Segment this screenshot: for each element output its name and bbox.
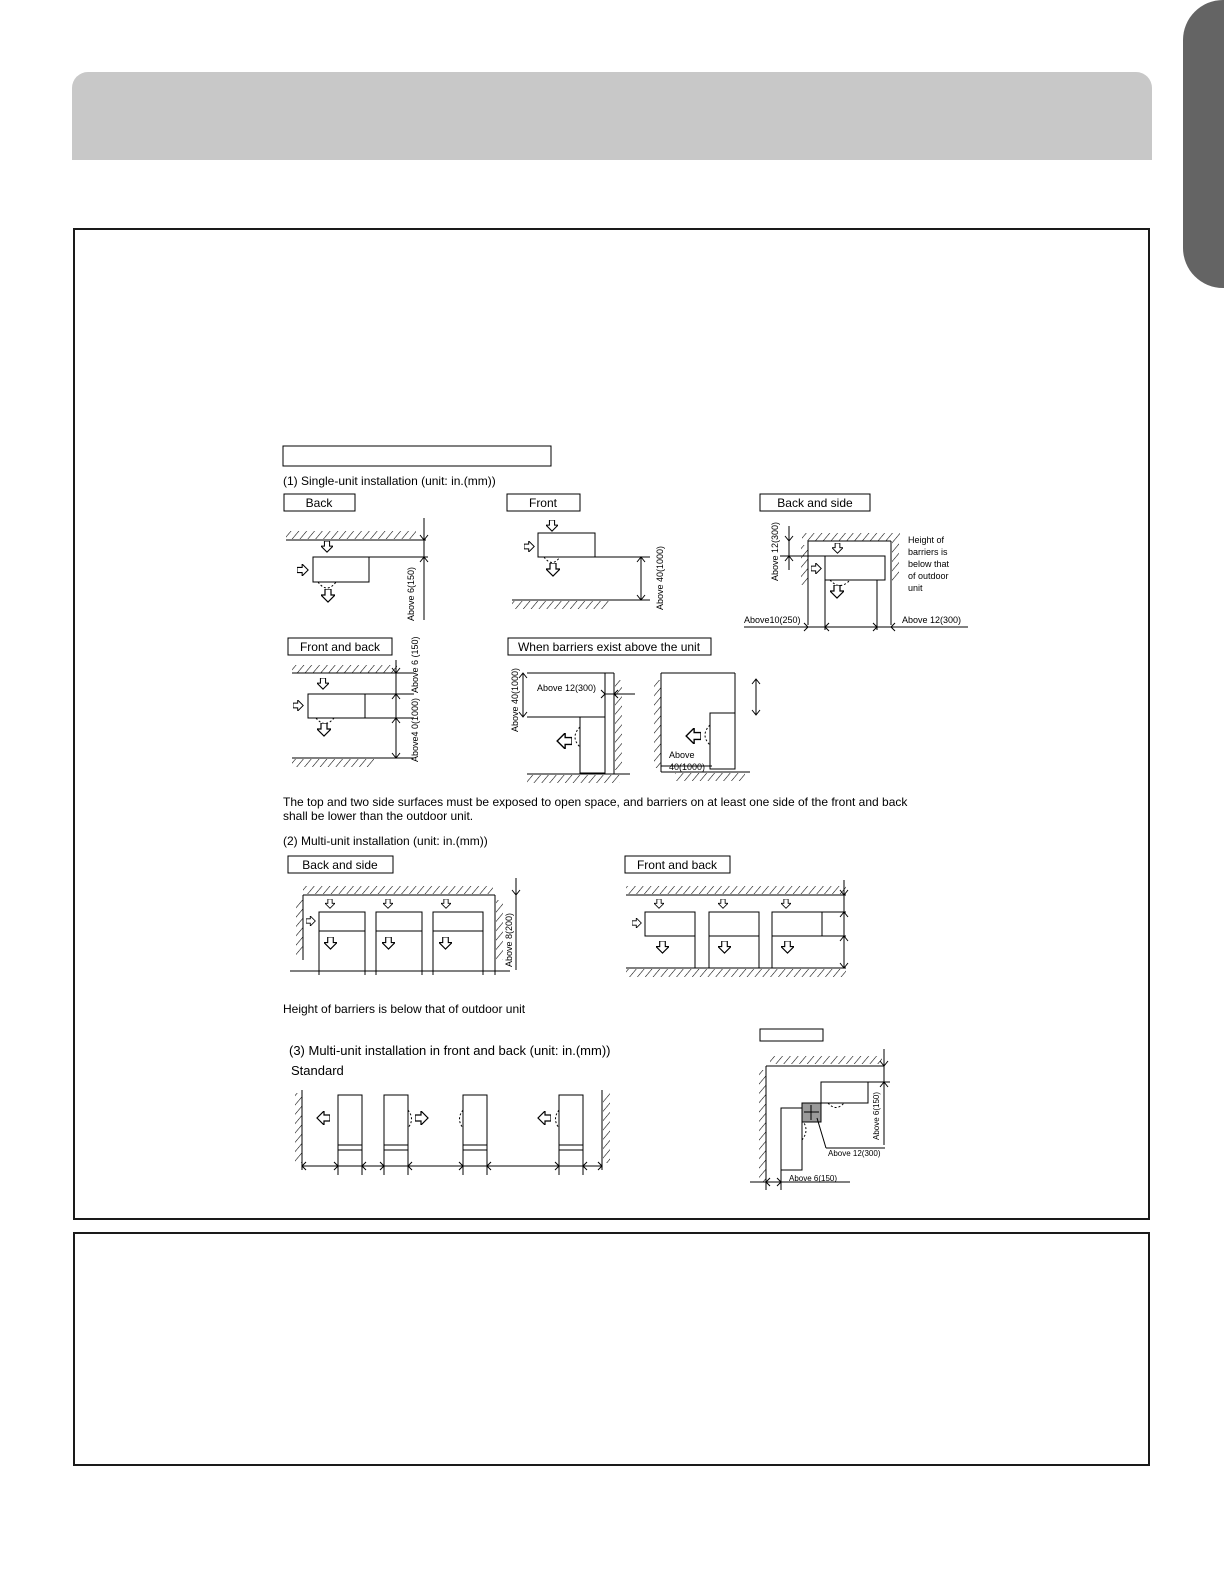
open-space-note-line1: The top and two side surfaces must be exposed to open space, and barriers on at least one side of the front and back xyxy=(283,795,908,809)
airflow-arrow-icon xyxy=(317,1111,330,1125)
diagram-multi-back-side xyxy=(290,878,520,975)
multi-back-side-dim: Above 8(200) xyxy=(504,912,514,967)
back-label: Back xyxy=(305,496,333,510)
corner-dim-v: Above 6(150) xyxy=(872,1091,881,1140)
airflow-arrow-icon xyxy=(781,941,794,953)
diagram-front-back xyxy=(292,660,414,767)
airflow-arrow-icon xyxy=(832,543,843,553)
airflow-arrow-icon xyxy=(317,678,329,689)
barriers-above-label: When barriers exist above the unit xyxy=(517,640,701,654)
airflow-arrow-icon xyxy=(524,541,534,552)
back-side-dim-top: Above 12(300) xyxy=(770,521,780,581)
airflow-arrow-icon xyxy=(811,563,821,574)
diagram-standard-row xyxy=(295,1090,610,1175)
back-side-note-4: of outdoor xyxy=(908,571,949,581)
barriers-dim-v: Above 40(1000) xyxy=(510,667,520,732)
airflow-arrow-icon xyxy=(317,723,331,736)
multi-unit-title: (2) Multi-unit installation (unit: in.(mm)) xyxy=(283,834,488,848)
barrier-height-note: Height of barriers is below that of outdoor unit xyxy=(283,1002,526,1016)
airflow-arrow-icon xyxy=(325,899,335,908)
corner-dim-b: Above 6(150) xyxy=(789,1174,838,1183)
front-label: Front xyxy=(528,496,558,510)
airflow-arrow-icon xyxy=(718,899,728,908)
airflow-arrow-icon xyxy=(654,899,664,908)
back-side-dim-left: Above10(250) xyxy=(744,615,801,625)
airflow-arrow-icon xyxy=(830,585,844,598)
standard-label: Standard xyxy=(291,1063,344,1078)
airflow-arrow-icon xyxy=(546,563,560,576)
airflow-arrow-icon xyxy=(321,541,333,552)
corner-dim-mid: Above 12(300) xyxy=(828,1149,881,1158)
airflow-arrow-icon xyxy=(321,589,335,602)
airflow-arrow-icon xyxy=(538,1111,551,1125)
airflow-arrow-icon xyxy=(415,1111,428,1125)
barriers-dim-b2: 40(1000) xyxy=(669,762,706,772)
front-back-label: Front and back xyxy=(299,640,381,654)
back-dim: Above 6(150) xyxy=(406,566,416,621)
airflow-arrow-icon xyxy=(632,918,641,928)
barriers-dim-h: Above 12(300) xyxy=(537,683,597,693)
airflow-arrow-icon xyxy=(718,941,731,953)
back-side-note-2: barriers is xyxy=(908,547,948,557)
open-space-note-line2: shall be lower than the outdoor unit. xyxy=(283,809,474,823)
airflow-arrow-icon xyxy=(383,899,393,908)
back-side-note-3: below that xyxy=(908,559,950,569)
airflow-arrow-icon xyxy=(656,941,669,953)
front-dim: Above 40(1000) xyxy=(655,545,665,610)
diagram-multi-front-back xyxy=(626,880,848,977)
back-side-note-1: Height of xyxy=(908,535,945,545)
airflow-arrow-icon xyxy=(439,937,452,949)
airflow-arrow-icon xyxy=(441,899,451,908)
back-side-label: Back and side xyxy=(777,496,853,510)
single-unit-title: (1) Single-unit installation (unit: in.(mm)) xyxy=(283,474,496,488)
front-back-multi-title: (3) Multi-unit installation in front and back (unit: in.(mm)) xyxy=(289,1043,611,1058)
airflow-arrow-icon xyxy=(781,899,791,908)
airflow-arrow-icon xyxy=(382,937,395,949)
barriers-dim-b1: Above xyxy=(669,750,695,760)
diagram-title-box xyxy=(283,446,551,466)
airflow-arrow-icon xyxy=(557,733,572,749)
diagram-corner xyxy=(750,1049,890,1190)
corner-title-box xyxy=(760,1029,823,1041)
back-side-note-5: unit xyxy=(908,583,923,593)
airflow-arrow-icon xyxy=(306,916,315,926)
multi-front-back-label: Front and back xyxy=(636,858,718,872)
airflow-arrow-icon xyxy=(686,728,701,744)
airflow-arrow-icon xyxy=(297,564,308,576)
front-back-dim-top: Above 6 (150) xyxy=(410,636,420,693)
multi-back-side-label: Back and side xyxy=(302,858,378,872)
airflow-arrow-icon xyxy=(293,700,303,711)
airflow-arrow-icon xyxy=(324,937,337,949)
front-back-dim-bottom: Above4 0(1000) xyxy=(410,697,420,762)
back-side-dim-right: Above 12(300) xyxy=(902,615,962,625)
airflow-arrow-icon xyxy=(546,520,558,531)
